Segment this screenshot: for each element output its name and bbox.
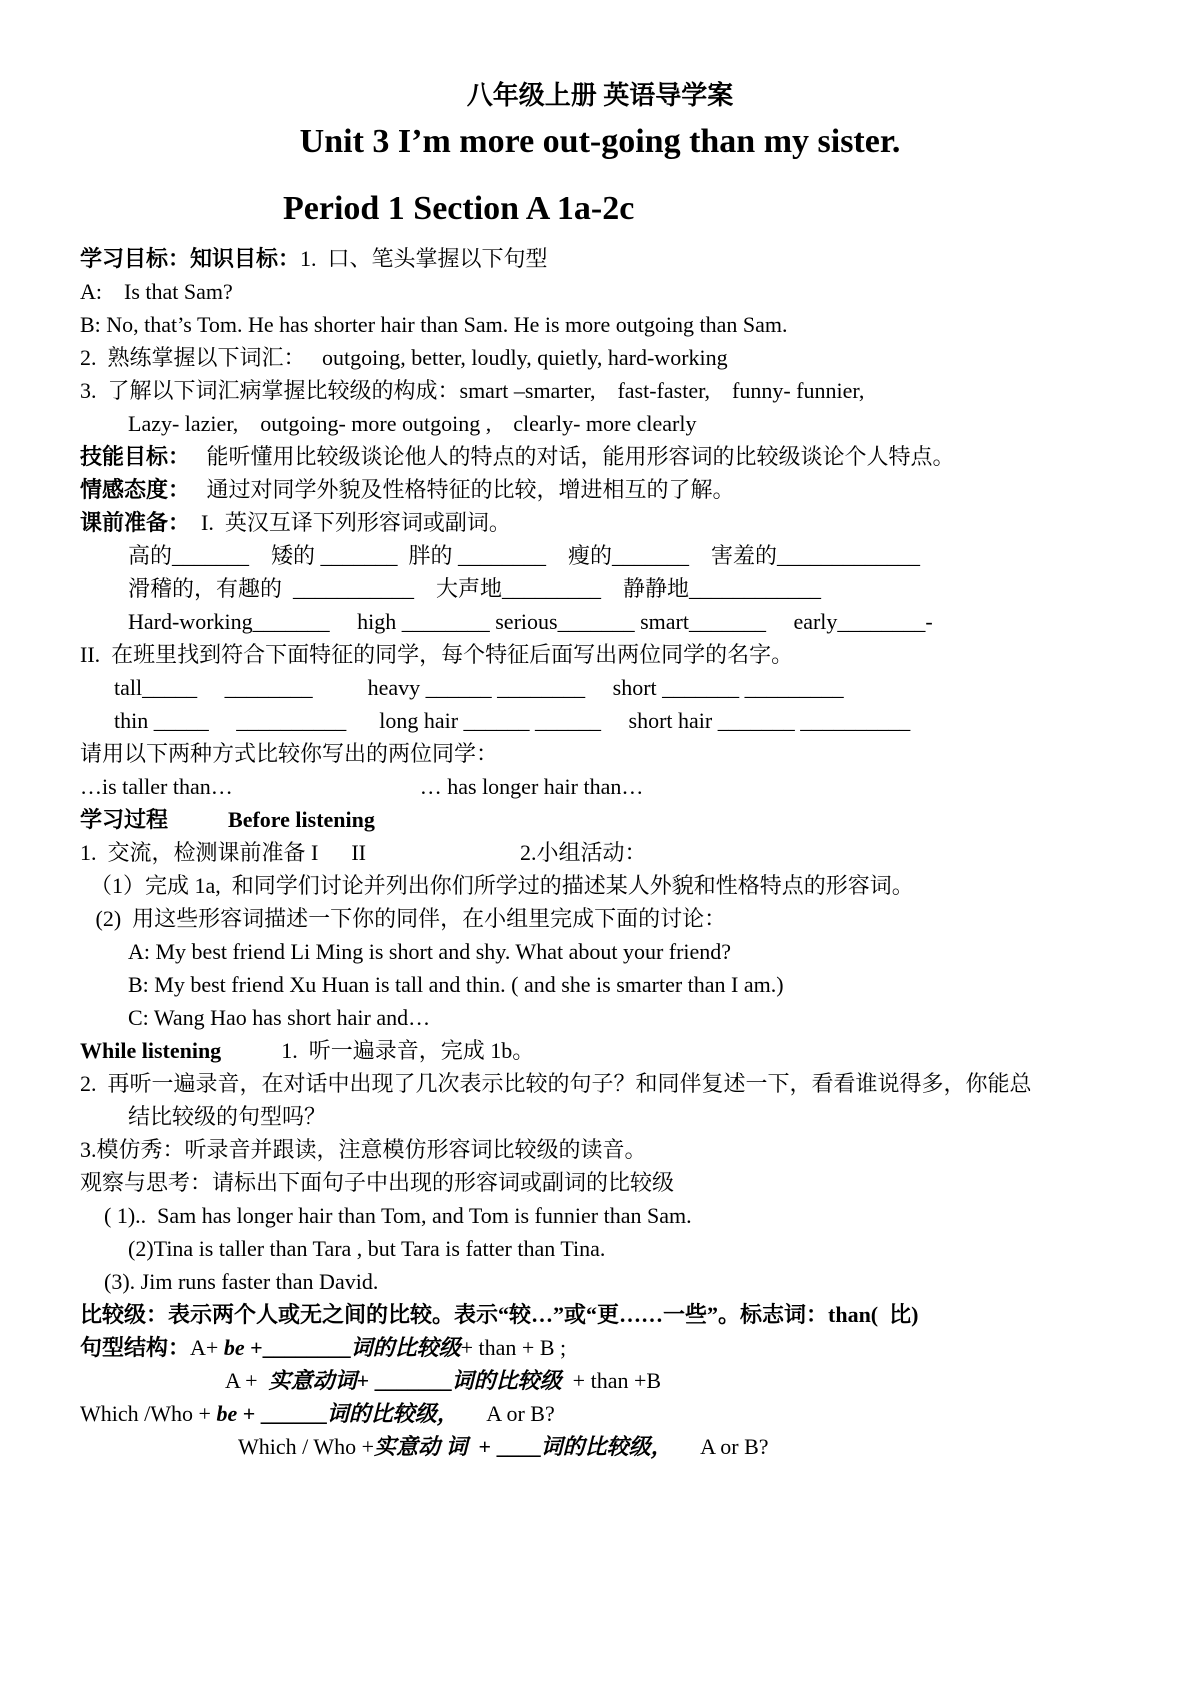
skill-objective <box>80 442 955 472</box>
structure-1-a: A+ <box>190 1335 224 1360</box>
compare-patterns: …is taller than… … has longer hair than… <box>80 774 644 799</box>
structure-1-blank: +________ <box>244 1335 351 1360</box>
objective-line-1 <box>80 244 548 274</box>
objective-line-3: B: No, that’s Tom. He has shorter hair than Sam. He is more outgoing than Sam. <box>80 312 788 337</box>
structure-2-end: + than +B <box>561 1368 662 1393</box>
structure-1-comparative: 词的比较级 <box>350 1335 461 1360</box>
observe-instruction: 观察与思考：请标出下面句子中出现的形容词或副词的比较级 <box>80 1170 675 1195</box>
structure-3-end: A or B? <box>458 1401 555 1426</box>
while-step-2: 2. 再听一遍录音，在对话中出现了几次表示比较的句子？和同伴复述一下，看看谁说得多，你能总 <box>80 1071 1032 1096</box>
example-sentence-2: (2)Tina is taller than Tara , but Tara is fatter than Tina. <box>128 1236 606 1261</box>
before-listening-label: Before listening <box>228 807 375 832</box>
skill-text: 能听懂用比较级谈论他人的特点的对话，能用形容词的比较级谈论个人特点。 <box>190 444 955 469</box>
classmates-row-1: tall_____ ________ heavy ______ ________ short _______ _________ <box>114 675 844 700</box>
process-heading <box>80 805 375 835</box>
structure-2-blank: + _______ <box>356 1368 452 1393</box>
process-step-1: 1. 交流，检测课前准备 I II 2.小组活动： <box>80 840 647 865</box>
structure-line-2 <box>225 1366 661 1396</box>
objective-line-4: 2. 熟练掌握以下词汇： outgoing, better, loudly, quietly, hard-working <box>80 345 728 370</box>
structure-2-a: A + <box>225 1368 269 1393</box>
objective-text: 1. 口、笔头掌握以下句型 <box>300 246 548 271</box>
structure-4-end: A or B? <box>672 1434 769 1459</box>
structure-line-1 <box>80 1333 566 1363</box>
structure-line-4 <box>238 1432 769 1462</box>
structure-4-blank: + ____ <box>467 1434 541 1459</box>
translate-row-2: 滑稽的，有趣的 ___________ 大声地_________ 静静地____________ <box>128 576 822 601</box>
structure-label: 句型结构： <box>80 1335 191 1360</box>
process-label: 学习过程 <box>80 807 169 832</box>
compare-instruction: 请用以下两种方式比较你写出的两位同学： <box>80 741 499 766</box>
objective-line-5: 3. 了解以下词汇病掌握比较级的构成：smart –smarter, fast-faster, funny- funnier, <box>80 378 865 403</box>
structure-2-comparative: 词的比较级 <box>451 1368 562 1393</box>
grade-heading: 八年级上册 英语导学案 <box>466 81 734 110</box>
structure-3-blank: + ______ <box>237 1401 327 1426</box>
objective-label: 学习目标：知识目标： <box>80 246 301 271</box>
structure-3-be: be <box>216 1401 238 1426</box>
while-step-1: 1. 听一遍录音，完成 1b。 <box>281 1038 535 1063</box>
emotion-text: 通过对同学外貌及性格特征的比较，增进相互的了解。 <box>190 477 735 502</box>
objective-line-6: Lazy- lazier, outgoing- more outgoing , clearly- more clearly <box>128 411 697 436</box>
emotion-label: 情感态度： <box>80 477 191 502</box>
translate-row-1: 高的_______ 矮的 _______ 胖的 ________ 瘦的_______ 害羞的_____________ <box>128 543 921 568</box>
structure-2-verb: 实意动词 <box>268 1368 357 1393</box>
structure-1-end: + than + B ; <box>460 1335 567 1360</box>
example-sentence-1: ( 1).. Sam has longer hair than Tom, and Tom is funnier than Sam. <box>104 1203 692 1228</box>
while-step-2-cont: 结比较级的句型吗？ <box>128 1104 327 1129</box>
structure-1-be: be <box>223 1335 245 1360</box>
unit-title: Unit 3 I’m more out-going than my sister. <box>299 123 901 160</box>
classmates-instruction: II. 在班里找到符合下面特征的同学，每个特征后面写出两位同学的名字。 <box>80 642 794 667</box>
while-listening-heading <box>80 1036 534 1066</box>
structure-3-comparative: 词的比较级， <box>326 1401 459 1426</box>
structure-4-verb: 实意动 词 <box>374 1434 468 1459</box>
preview-label: 课前准备： <box>80 510 191 535</box>
skill-label: 技能目标： <box>80 444 191 469</box>
preview-heading <box>80 508 511 538</box>
example-sentence-3: (3). Jim runs faster than David. <box>104 1269 379 1294</box>
translate-row-3: Hard-working_______ high ________ serious_______ smart_______ early________- <box>128 609 933 634</box>
period-title: Period 1 Section A 1a-2c <box>283 190 635 227</box>
dialogue-line-c: C: Wang Hao has short hair and… <box>128 1005 431 1030</box>
structure-line-3 <box>80 1399 555 1429</box>
dialogue-line-b: B: My best friend Xu Huan is tall and thin. ( and she is smarter than I am.) <box>128 972 784 997</box>
structure-3-a: Which /Who + <box>80 1401 217 1426</box>
process-step-3: (2) 用这些形容词描述一下你的同伴，在小组里完成下面的讨论： <box>90 906 727 931</box>
while-step-3: 3.模仿秀：听录音并跟读，注意模仿形容词比较级的读音。 <box>80 1137 647 1162</box>
process-step-2: （1）完成 1a, 和同学们讨论并列出你们所学过的描述某人外貌和性格特点的形容词。 <box>90 873 914 898</box>
while-listening-label: While listening <box>80 1038 222 1063</box>
structure-4-comparative: 词的比较级， <box>540 1434 673 1459</box>
emotion-objective <box>80 475 735 505</box>
preview-text: I. 英汉互译下列形容词或副词。 <box>190 510 511 535</box>
dialogue-line-a: A: My best friend Li Ming is short and shy. What about your friend? <box>128 939 732 964</box>
classmates-row-2: thin _____ __________ long hair ______ ______ short hair _______ __________ <box>114 708 911 733</box>
objective-line-2: A: Is that Sam? <box>80 279 233 304</box>
structure-4-a: Which / Who + <box>238 1434 375 1459</box>
comparative-definition: 比较级：表示两个人或无之间的比较。表示“较…”或“更……一些”。标志词：than( 比) <box>80 1302 919 1327</box>
